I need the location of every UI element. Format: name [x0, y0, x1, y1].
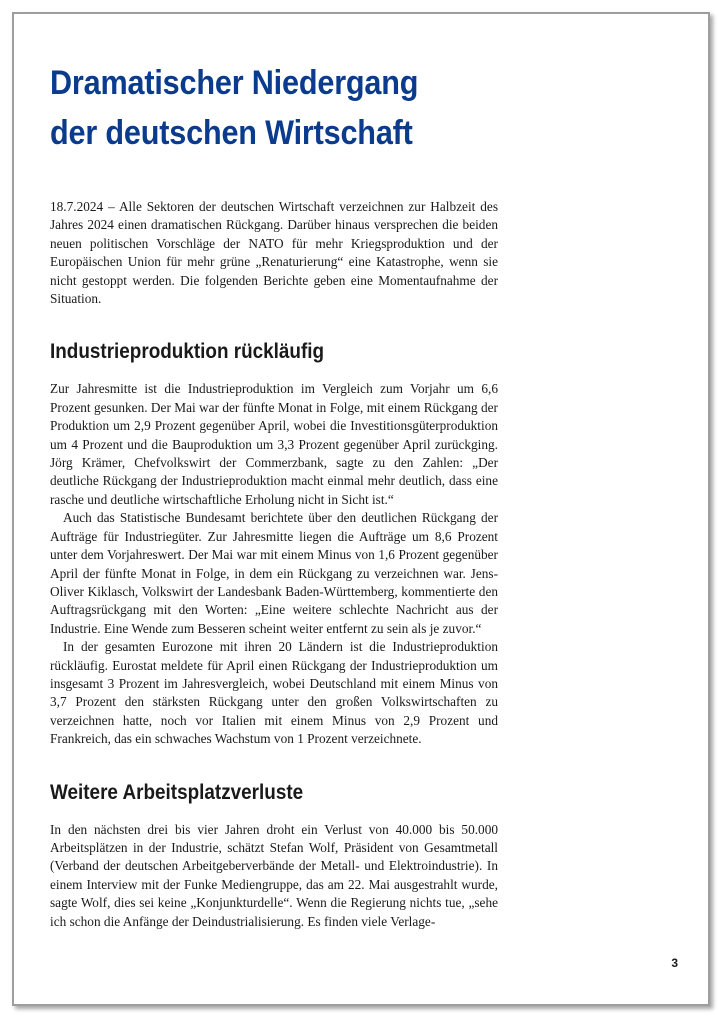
article-title [50, 58, 453, 158]
body-paragraph: Auch das Statistische Bundesamt berichtete über den deutlichen Rückgang der Aufträge für Industriegüter. Zur Jahresmitte liegen die Aufträge um 8,6 Prozent unter dem Vorjahreswert. Der Mai war mit einem Minus von 1,6 Prozent gegenüber April der fünfte Monat in Folge, in dem ein Rückgang zu verzeichnen war. Jens-Oliver Kiklasch, Volkswirt der Landesbank Baden-Württemberg, kommentierte den Auftragsrückgang mit den Worten: „Eine weitere schlechte Nachricht aus der Industrie. Eine Wende zum Besseren scheint weiter entfernt zu sein als je zuvor.“ [50, 510, 498, 636]
body-paragraph: Zur Jahresmitte ist die Industrieproduktion im Vergleich zum Vorjahr um 6,6 Prozent gesunken. Der Mai war der fünfte Monat in Folge, mit einem Rückgang der Produktion um 2,9 Prozent gegenüber April, wobei die Investitionsgüterproduktion um 4 Prozent und die Bauproduktion um 3,3 Prozent gegenüber April zurückging. Jörg Krämer, Chefvolkswirt der Commerzbank, sagte zu den Zahlen: „Der deutliche Rückgang der Industrieproduktion macht einmal mehr deutlich, dass eine rasche und deutliche wirtschaftliche Erholung nicht in Sicht ist.“ [50, 381, 498, 507]
page-number: 3 [671, 956, 678, 970]
title-line-1: Dramatischer Niedergang [50, 64, 419, 102]
body-paragraph: In den nächsten drei bis vier Jahren droht ein Verlust von 40.000 bis 50.000 Arbeitsplätzen in der Industrie, schätzt Stefan Wolf, Präsident von Gesamtmetall (Verband der deutschen Arbeitgeberverbände der Metall- und Elektroindustrie). In einem Interview mit der Funke Mediengruppe, das am 22. Mai ausgestrahlt wurde, sagte Wolf, dies sei keine „Konjunkturdelle“. Wenn die Regierung nichts tue, „sehe ich schon die Anfänge der Deindustrialisierung. Es finden viele Verlage- [50, 821, 498, 929]
section-heading-industrieproduktion: Industrieproduktion rückläufig [50, 340, 325, 364]
intro-paragraph: 18.7.2024 – Alle Sektoren der deutschen Wirtschaft verzeichnen zur Halbzeit des Jahres 2024 einen dramatischen Rückgang. Darüber hinaus versprechen die beiden neuen politischen Vorschläge der NATO für mehr Kriegsproduktion und der Europäischen Union für mehr grüne „Renaturierung“ eine Katastrophe, wenn sie nicht gestoppt werden. Die folgenden Berichte geben eine Momentaufnahme der Situation. [50, 199, 498, 307]
article [50, 58, 498, 931]
title-line-2: der deutschen Wirtschaft [50, 114, 413, 152]
section-heading-arbeitsplatzverluste: Weitere Arbeitsplatzverluste [50, 780, 304, 804]
document-page [12, 12, 710, 1006]
body-paragraph: In der gesamten Eurozone mit ihren 20 Ländern ist die Industrieproduktion rückläufig. Eurostat meldete für April einen Rückgang der Industrieproduktion um insgesamt 3 Prozent im Jahresvergleich, wobei Deutschland mit einem Minus von 3,7 Prozent den stärksten Rückgang unter den großen Volkswirtschaften zu verzeichnen hatte, noch vor Italien mit einem Minus von 2,9 Prozent und Frankreich, das ein schwaches Wachstum von 1 Prozent verzeichnete. [50, 639, 498, 747]
